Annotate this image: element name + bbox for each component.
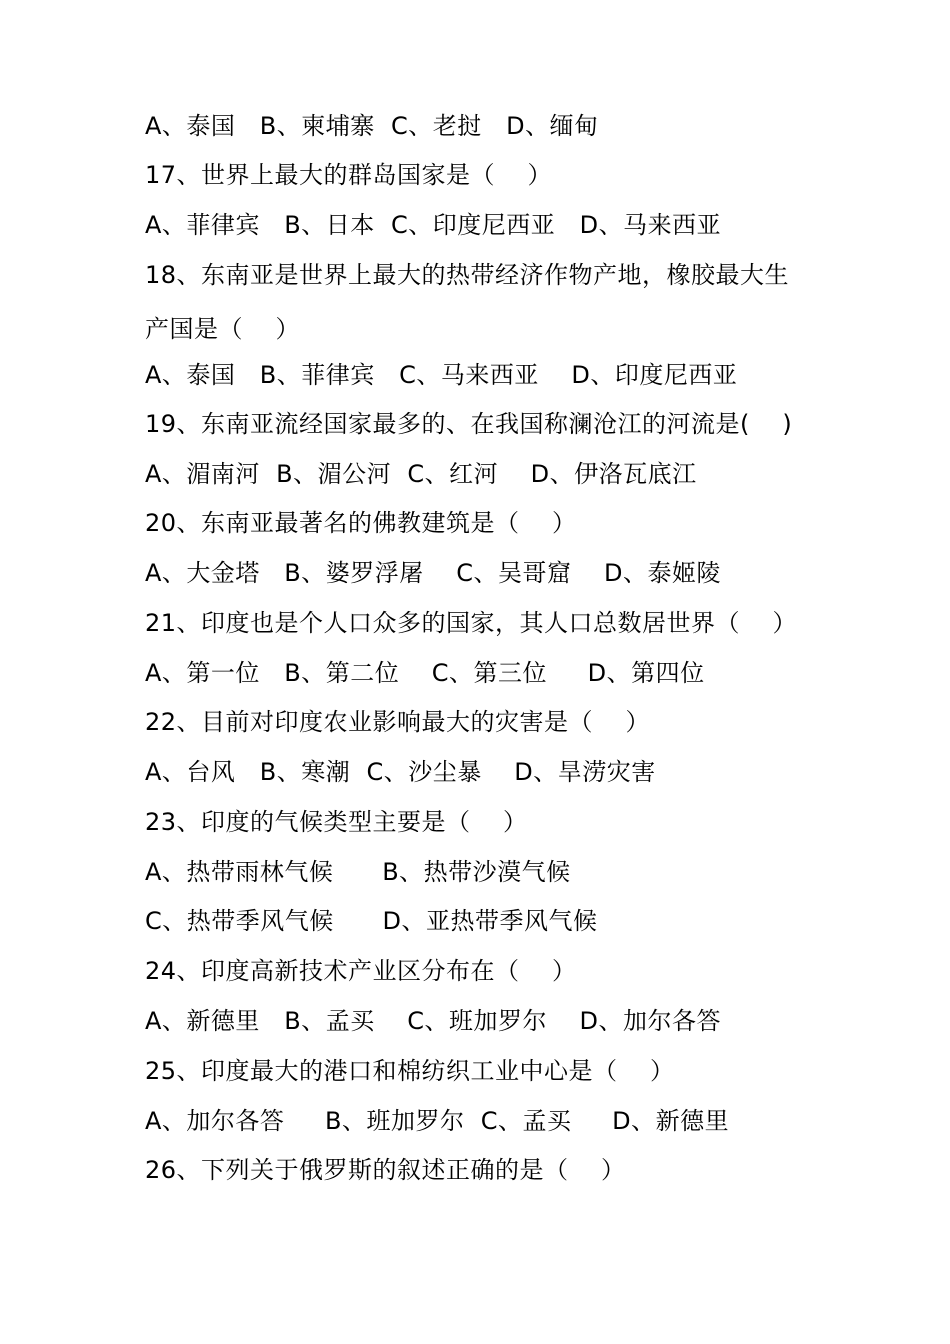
option-line-17: A、菲律宾 B、日本 C、印度尼西亚 D、马来西亚 (145, 211, 722, 239)
question-18-continued: 产国是（ ） (145, 315, 301, 343)
question-24: 24、印度高新技术产业区分布在（ ） (145, 957, 577, 985)
question-18: 18、东南亚是世界上最大的热带经济作物产地，橡胶最大生 (145, 261, 790, 289)
option-line-22: A、台风 B、寒潮 C、沙尘暴 D、旱涝灾害 (145, 758, 656, 786)
option-line-21: A、第一位 B、第二位 C、第三位 D、第四位 (145, 659, 705, 687)
option-line-16: A、泰国 B、柬埔寨 C、老挝 D、缅甸 (145, 112, 599, 140)
question-20: 20、东南亚最著名的佛教建筑是（ ） (145, 509, 577, 537)
option-line-23b: C、热带季风气候 D、亚热带季风气候 (145, 907, 598, 935)
question-17: 17、世界上最大的群岛国家是（ ） (145, 161, 553, 189)
question-19: 19、东南亚流经国家最多的、在我国称澜沧江的河流是( ) (145, 410, 793, 438)
option-line-18: A、泰国 B、菲律宾 C、马来西亚 D、印度尼西亚 (145, 361, 738, 389)
option-line-25: A、加尔各答 B、班加罗尔 C、孟买 D、新德里 (145, 1107, 730, 1135)
question-21: 21、印度也是个人口众多的国家，其人口总数居世界（ ） (145, 609, 798, 637)
question-22: 22、目前对印度农业影响最大的灾害是（ ） (145, 708, 651, 736)
question-25: 25、印度最大的港口和棉纺织工业中心是（ ） (145, 1057, 675, 1085)
option-line-19: A、湄南河 B、湄公河 C、红河 D、伊洛瓦底江 (145, 460, 697, 488)
option-line-24: A、新德里 B、孟买 C、班加罗尔 D、加尔各答 (145, 1007, 722, 1035)
question-26: 26、下列关于俄罗斯的叙述正确的是（ ） (145, 1156, 626, 1184)
question-23: 23、印度的气候类型主要是（ ） (145, 808, 528, 836)
option-line-23a: A、热带雨林气候 B、热带沙漠气候 (145, 858, 571, 886)
option-line-20: A、大金塔 B、婆罗浮屠 C、吴哥窟 D、泰姬陵 (145, 559, 722, 587)
